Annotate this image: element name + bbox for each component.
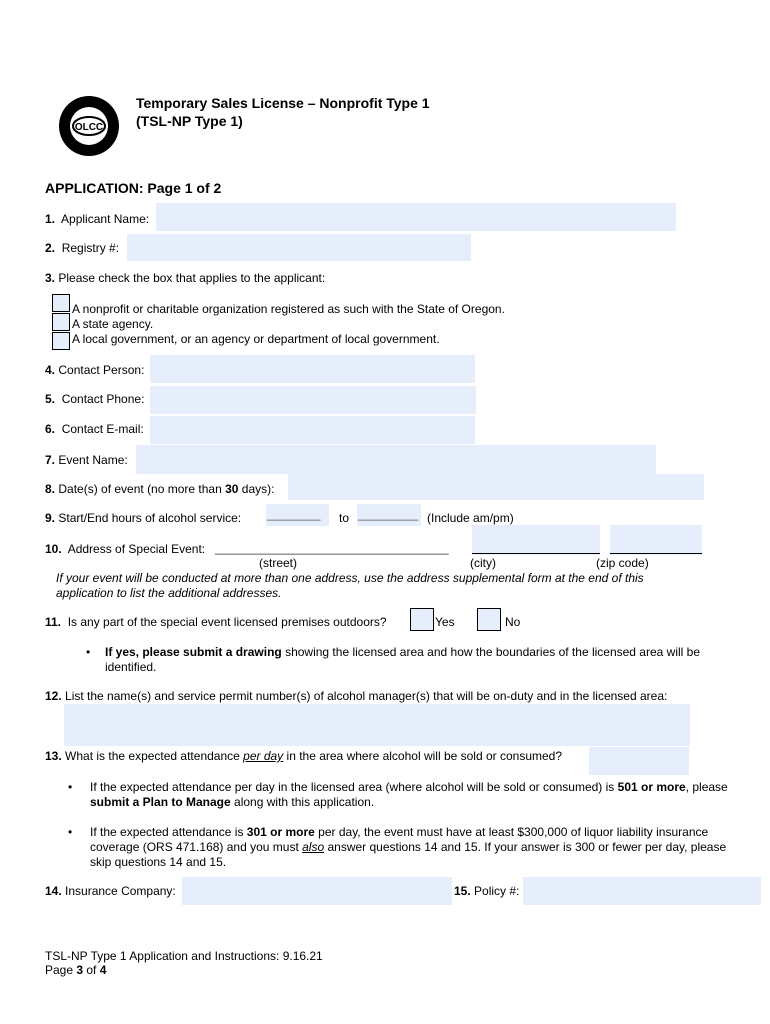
q13-bullet1-post: along with this application.: [230, 795, 375, 809]
q14-label: [45, 884, 176, 898]
q14-number: 14.: [45, 884, 62, 898]
q13-bullet2-bold: 301 or more: [246, 825, 315, 839]
q13-bullet1-bold2: submit a Plan to Manage: [90, 795, 231, 809]
q4-label: [45, 363, 144, 377]
alcohol-managers-textarea[interactable]: [64, 704, 690, 746]
q14-label-text: Insurance Company:: [65, 884, 176, 898]
event-name-input[interactable]: [136, 445, 656, 474]
q3-option-nonprofit-label: A nonprofit or charitable organization registered as such with the State of Oregon.: [72, 302, 505, 316]
q6-number: 6.: [45, 422, 56, 436]
q5-label: [45, 392, 144, 406]
city-caption: (city): [470, 556, 496, 570]
registry-number-input[interactable]: [127, 234, 471, 261]
q13-bullet1-text: [90, 780, 740, 810]
olcc-logo: [57, 94, 121, 158]
q9-label: [45, 511, 241, 525]
q2-number: 2.: [45, 241, 56, 255]
q5-number: 5.: [45, 392, 56, 406]
q2-label-text: Registry #:: [61, 241, 120, 255]
event-dates-input[interactable]: [288, 474, 704, 500]
q10-label: [45, 542, 205, 556]
q4-label-text: Contact Person:: [58, 363, 145, 377]
q13-bullet1-mid: , please: [685, 780, 728, 794]
q13-bullet2-text: [90, 825, 750, 870]
q3-label-text: Please check the box that applies to the applicant:: [58, 271, 326, 285]
q13-bullet2-pre: If the expected attendance is: [90, 825, 247, 839]
q15-label: [454, 884, 519, 898]
footer-line2: [45, 963, 106, 977]
street-caption: (street): [259, 556, 298, 570]
q10-label-text: Address of Special Event:: [67, 542, 206, 556]
start-hour-input[interactable]: [266, 504, 329, 526]
outdoors-yes-label: Yes: [435, 615, 455, 629]
q11-label: [45, 615, 387, 629]
outdoors-no-checkbox[interactable]: [477, 608, 501, 631]
olcc-seal-icon: [57, 94, 121, 158]
q13-bullet2-post: answer questions 14 and 15. If your answer is 300 or fewer per day, please skip questions 14 and 15.: [90, 840, 727, 869]
footer-line1: TSL-NP Type 1 Application and Instructions: 9.16.21: [45, 949, 323, 963]
contact-phone-input[interactable]: [150, 386, 476, 414]
expected-attendance-input[interactable]: [589, 747, 689, 775]
q6-label: [45, 422, 144, 436]
q4-number: 4.: [45, 363, 56, 377]
q9-label-text: Start/End hours of alcohol service:: [58, 511, 242, 525]
policy-number-input[interactable]: [523, 877, 761, 905]
q5-label-text: Contact Phone:: [61, 392, 145, 406]
q10-note: If your event will be conducted at more than one address, use the address supplemental form at the end of this application to list the additional addresses.: [56, 571, 644, 600]
q13-bullet1-bold1: 501 or more: [617, 780, 686, 794]
footer-page-current: 3: [76, 963, 84, 977]
q8-label-bold: 30: [225, 482, 239, 496]
q3-option-local-government-label: A local government, or an agency or department of local government.: [72, 332, 440, 346]
q11-bullet-bold: If yes, please submit a drawing: [105, 645, 282, 659]
street-blank: ___________________________________: [215, 541, 449, 555]
q15-label-text: Policy #:: [474, 884, 520, 898]
form-title-line1: Temporary Sales License – Nonprofit Type 1: [136, 95, 430, 111]
q3-option-nonprofit-checkbox[interactable]: [52, 294, 70, 312]
city-underline: [472, 553, 600, 554]
q13-bullet2-icon: •: [68, 825, 73, 839]
q3-number: 3.: [45, 271, 56, 285]
q13-bullet1-pre: If the expected attendance per day in the licensed area (where alcohol will be sold or consumed) is: [90, 780, 618, 794]
q13-bullet1-icon: •: [68, 780, 73, 794]
end-hour-input[interactable]: [357, 504, 421, 526]
q11-bullet-rest: showing the licensed area and how the boundaries of the licensed area will be identified.: [105, 645, 701, 674]
q11-number: 11.: [45, 615, 62, 629]
footer-page-pre: Page: [45, 963, 77, 977]
q13-bullet2-underlined: also: [302, 840, 325, 854]
applicant-name-input[interactable]: [156, 203, 676, 231]
q8-label: [45, 482, 274, 496]
q1-number: 1.: [45, 212, 56, 226]
q12-label: [45, 689, 667, 703]
q3-option-local-government-checkbox[interactable]: [52, 332, 70, 350]
q7-label-text: Event Name:: [58, 453, 128, 467]
q8-number: 8.: [45, 482, 56, 496]
q12-number: 12.: [45, 689, 62, 703]
start-hour-blank: ________: [267, 507, 321, 521]
q3-option-state-agency-label: A state agency.: [72, 317, 154, 331]
q10-number: 10.: [45, 542, 62, 556]
q7-number: 7.: [45, 453, 56, 467]
footer-page-mid: of: [83, 963, 100, 977]
q13-bullet2-mid: per day, the event must have at least $300,000 of liquor liability insurance coverage (ORS 471.168) and you must: [90, 825, 709, 854]
q11-label-text: Is any part of the special event licensed premises outdoors?: [67, 615, 387, 629]
form-title: [136, 94, 430, 130]
form-title-line2: (TSL-NP Type 1): [136, 113, 243, 129]
q12-label-text: List the name(s) and service permit number(s) of alcohol manager(s) that will be on-duty and in the licensed area:: [65, 689, 668, 703]
q11-bullet-icon: •: [86, 645, 91, 659]
contact-person-input[interactable]: [150, 355, 475, 383]
q9-note: (Include am/pm): [427, 511, 514, 525]
footer-page-total: 4: [99, 963, 107, 977]
zip-underline: [610, 553, 702, 554]
end-hour-blank: _________: [358, 507, 419, 521]
q13-label-post: in the area where alcohol will be sold or consumed?: [283, 749, 563, 763]
city-input[interactable]: [472, 525, 600, 555]
q15-number: 15.: [454, 884, 471, 898]
logo-center-text: OLCC: [74, 122, 104, 133]
q9-number: 9.: [45, 511, 56, 525]
q13-label-pre: What is the expected attendance: [65, 749, 244, 763]
insurance-company-input[interactable]: [182, 877, 452, 905]
zip-caption: (zip code): [596, 556, 649, 570]
q3-label: [45, 271, 325, 285]
q6-label-text: Contact E-mail:: [61, 422, 144, 436]
q8-label-post: days):: [238, 482, 275, 496]
street-input[interactable]: [216, 530, 459, 554]
q1-label: [45, 212, 149, 226]
q9-to-label: to: [339, 511, 350, 525]
q1-label-text: Applicant Name:: [61, 212, 150, 226]
q13-number: 13.: [45, 749, 62, 763]
zip-code-input[interactable]: [610, 525, 702, 555]
q3-option-state-agency-checkbox[interactable]: [52, 313, 70, 331]
q2-label: [45, 241, 119, 255]
q8-label-pre: Date(s) of event (no more than: [58, 482, 226, 496]
outdoors-no-label: No: [505, 615, 521, 629]
application-heading: APPLICATION: Page 1 of 2: [45, 180, 222, 196]
outdoors-yes-checkbox[interactable]: [410, 608, 434, 631]
contact-email-input[interactable]: [150, 416, 475, 444]
q13-label-underlined: per day: [243, 749, 284, 763]
q11-bullet-text: [105, 645, 735, 675]
q7-label: [45, 453, 128, 467]
q13-label: [45, 749, 562, 763]
